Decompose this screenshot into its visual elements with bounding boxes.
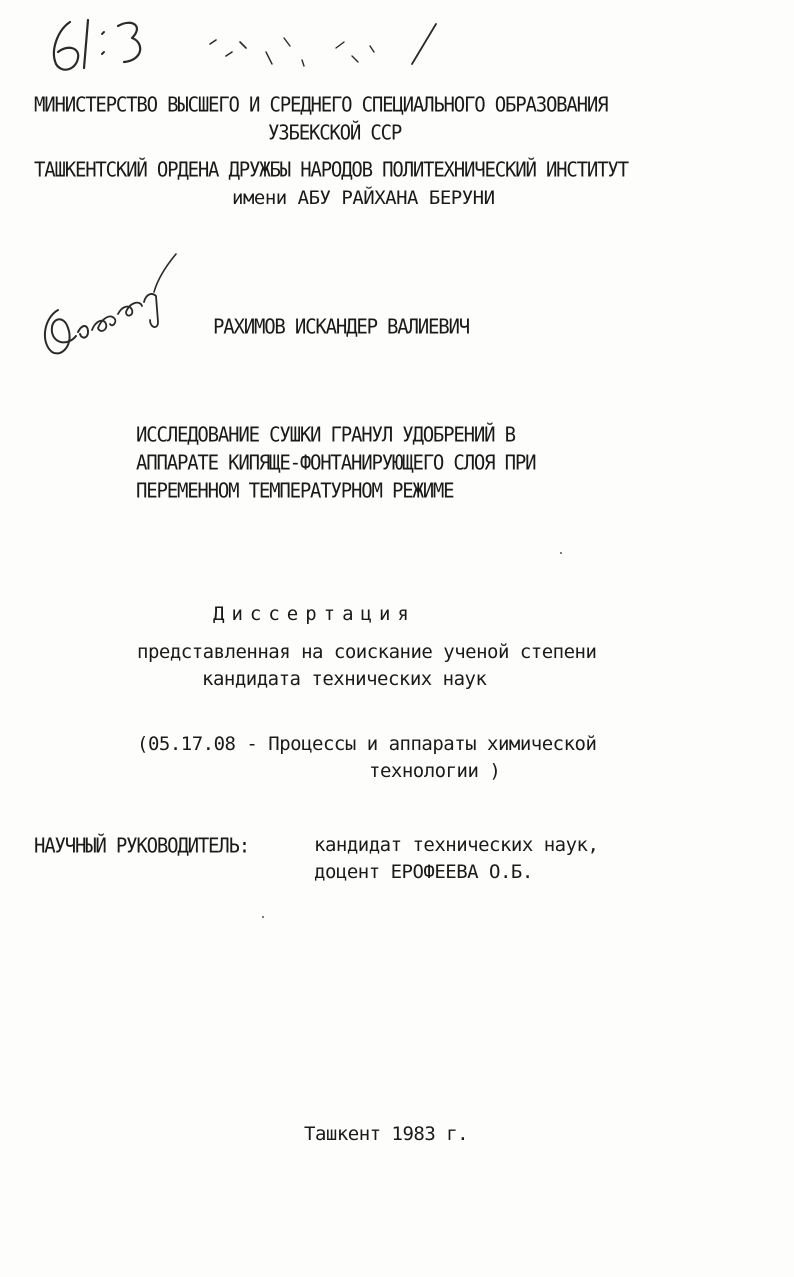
supervisor-line-2: доцент ЕРОФЕЕВА О.Б.	[314, 861, 533, 883]
title-line-1: ИССЛЕДОВАНИЕ СУШКИ ГРАНУЛ УДОБРЕНИЙ В	[136, 423, 515, 447]
dissertation-line-1: представленная на соискание ученой степени	[137, 641, 597, 663]
dissertation-label: Диссертация	[213, 603, 416, 625]
handwritten-archive-note-text: 6/: 93	[40, 12, 44, 13]
title-line-2: АППАРАТЕ КИПЯЩЕ-ФОНТАНИРУЮЩЕГО СЛОЯ ПРИ	[136, 451, 536, 475]
ministry-line-2: УЗБЕКСКОЙ ССР	[268, 121, 402, 145]
author-signature	[34, 248, 184, 368]
specialty-line-2: технологии )	[369, 760, 501, 782]
dissertation-line-2: кандидата технических наук	[202, 668, 487, 690]
place-and-year: Ташкент 1983 г.	[304, 1123, 469, 1145]
author-signature-text: Рахимов	[34, 248, 39, 249]
institute-line-1: ТАШКЕНТСКИЙ ОРДЕНА ДРУЖБЫ НАРОДОВ ПОЛИТЕХНИЧЕСКИЙ ИНСТИТУТ	[34, 158, 628, 182]
supervisor-line-1: кандидат технических наук,	[314, 834, 599, 856]
author-name: РАХИМОВ ИСКАНДЕР ВАЛИЕВИЧ	[213, 315, 469, 339]
specialty-line-1: (05.17.08 - Процессы и аппараты химической	[137, 733, 597, 755]
ministry-line-1: МИНИСТЕРСТВО ВЫСШЕГО И СРЕДНЕГО СПЕЦИАЛЬНОГО ОБРАЗОВАНИЯ	[34, 93, 608, 117]
scan-speck	[560, 552, 562, 554]
supervisor-label: НАУЧНЫЙ РУКОВОДИТЕЛЬ:	[34, 834, 250, 858]
handwritten-archive-note	[40, 12, 460, 82]
scan-speck	[262, 916, 264, 918]
institute-line-2: имени АБУ РАЙХАНА БЕРУНИ	[232, 187, 495, 209]
title-line-3: ПЕРЕМЕННОМ ТЕМПЕРАТУРНОМ РЕЖИМЕ	[136, 479, 454, 503]
